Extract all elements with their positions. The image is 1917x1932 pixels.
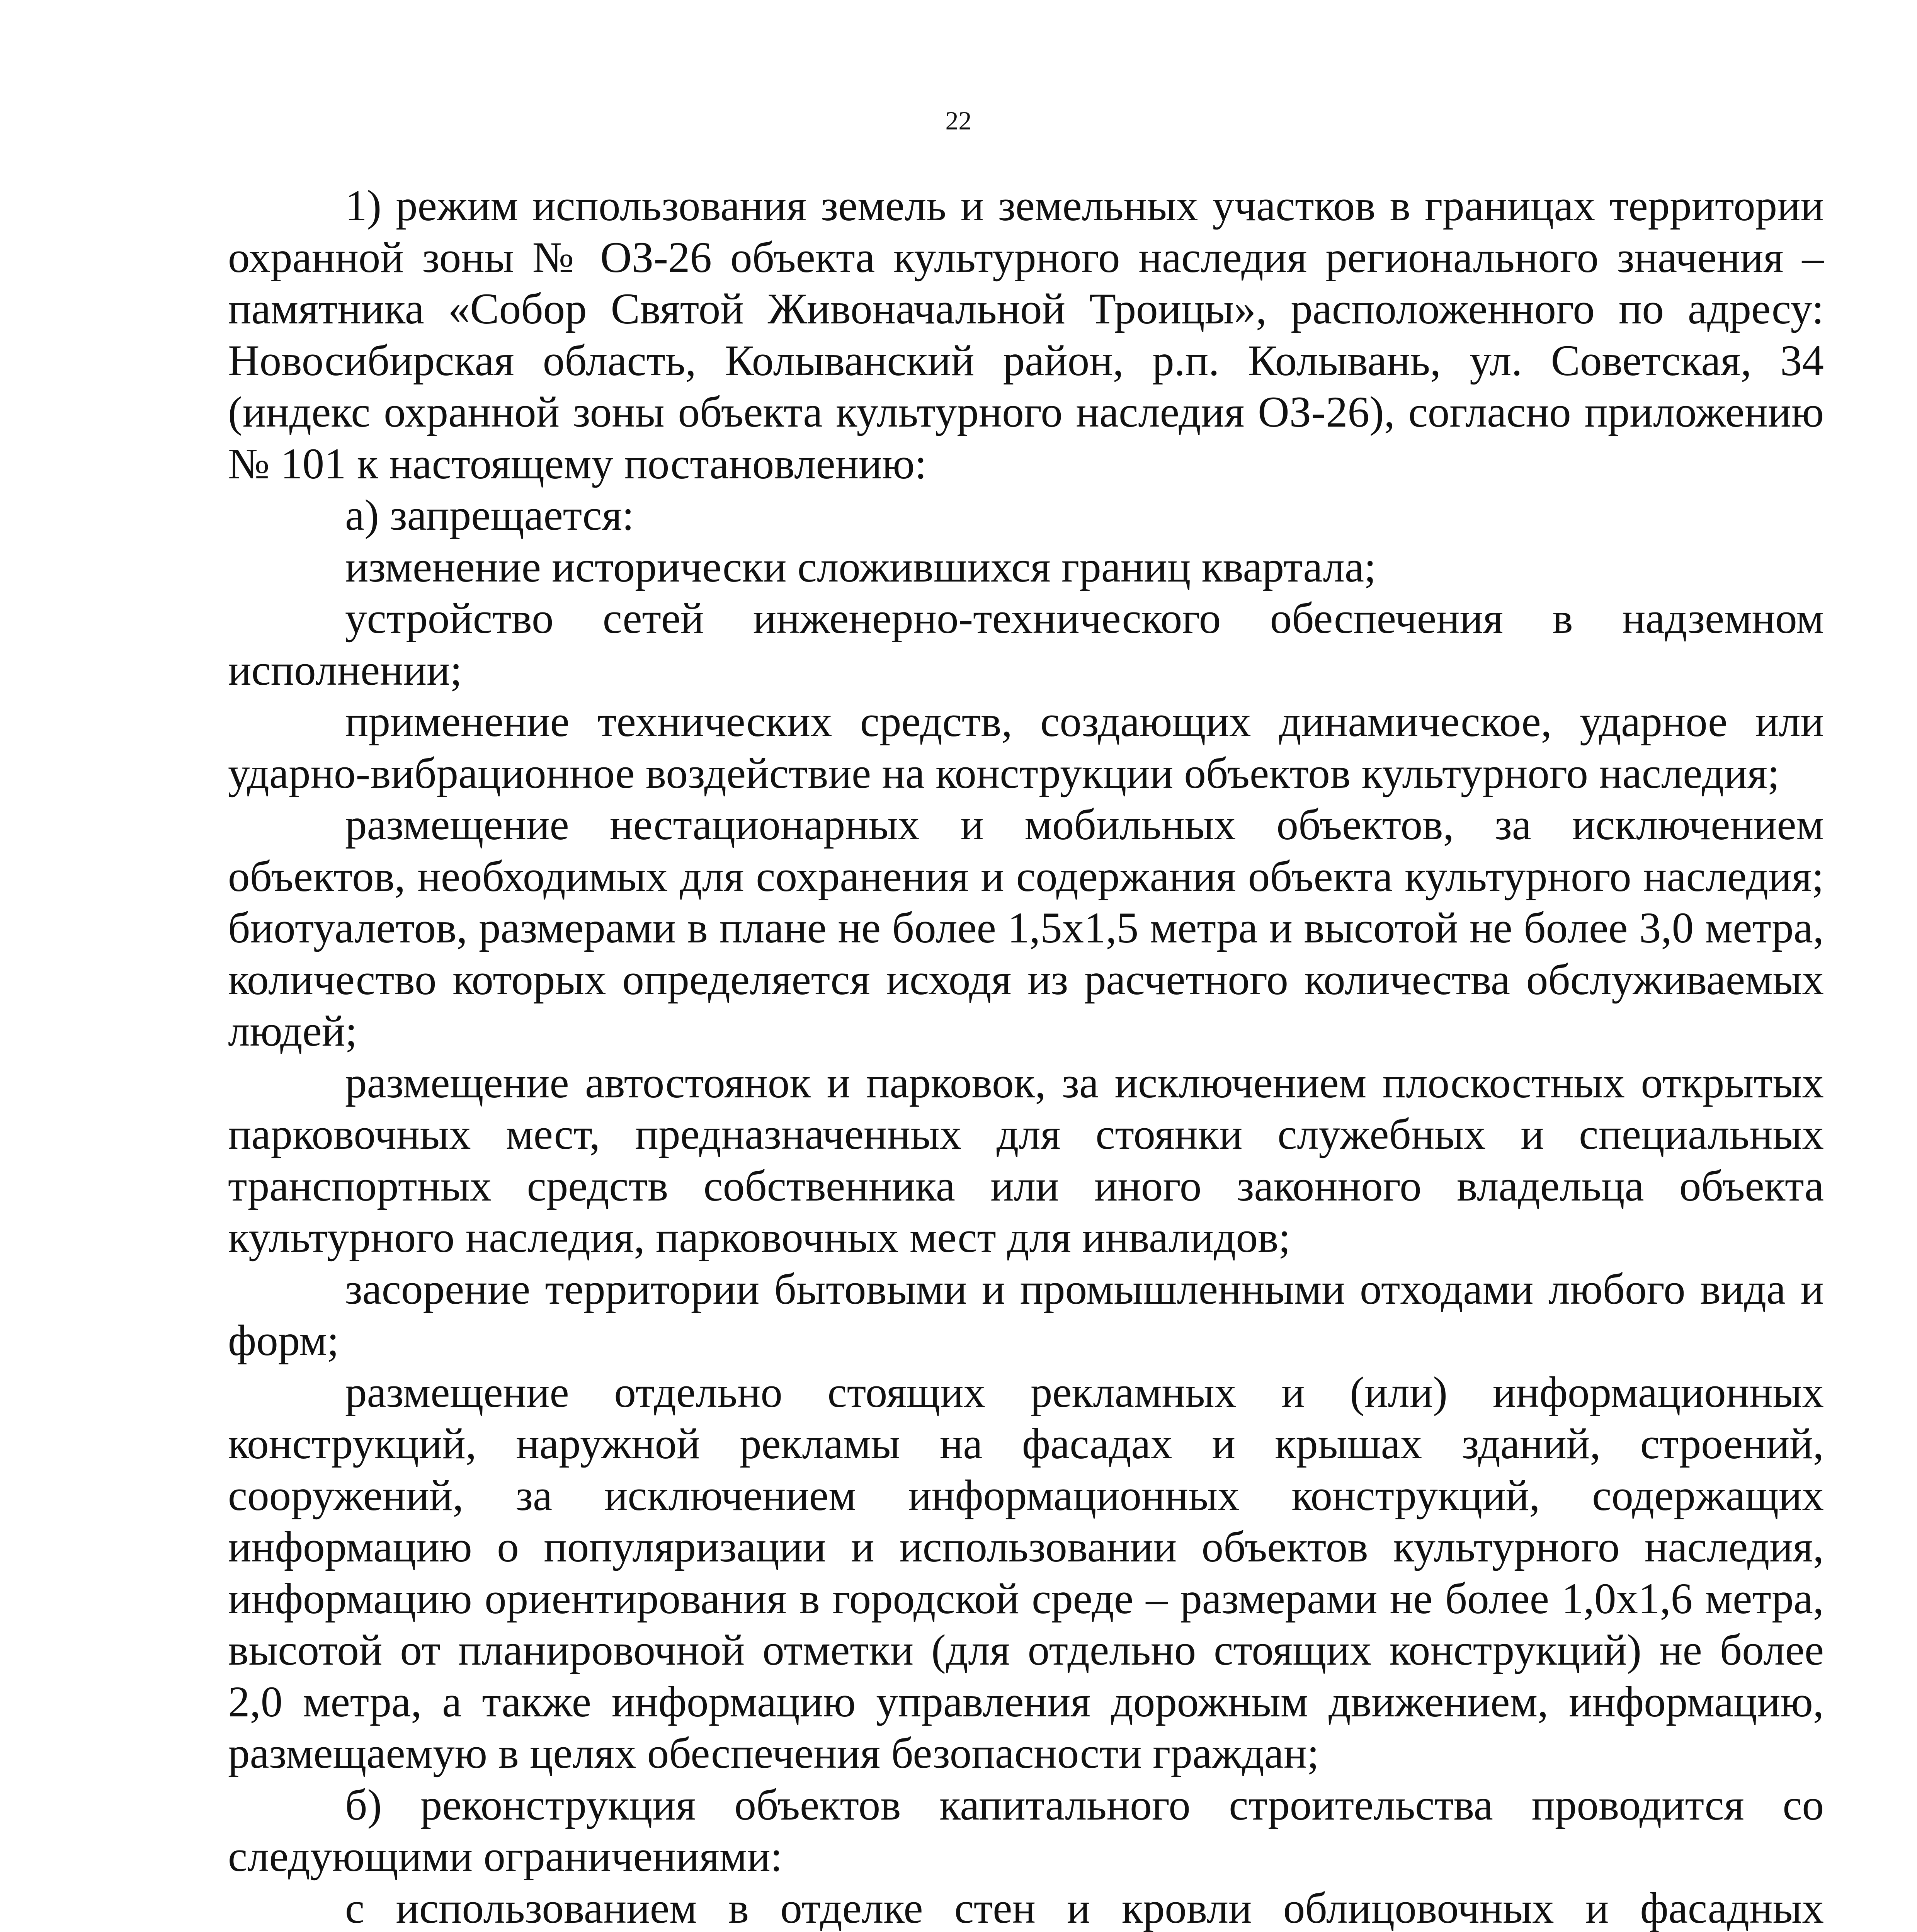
paragraph-above-ground-networks: устройство сетей инженерно-технического обеспечения в надземном исполнении; — [228, 594, 1824, 694]
paragraph-zone-regime: 1) режим использования земель и земельных участков в границах территории охранной зоны № ОЗ-26 объекта культурного наследия регионального значения – памятника «Собор Святой Живоначальной Троицы», расположенного по адресу: Новосибирская область, Колыванский район, р.п. Колывань, ул. Советская, 34 (индекс охранной зоны объекта культурного наследия ОЗ-26), согласно приложению № 101 к настоящему постановлению: — [228, 182, 1824, 488]
paragraph-facade-materials: с использованием в отделке стен и кровли облицовочных и фасадных — [345, 1884, 1824, 1932]
paragraph-advertising: размещение отдельно стоящих рекламных и (или) информационных конструкций, наружной рекламы на фасадах и крышах зданий, строений, сооружений, за исключением информационных конструкций, содержащих информацию о популяризации и использовании объектов культурного наследия, информацию ориентирования в городской среде – размерами не более 1,0х1,6 метра, высотой от планировочной отметки (для отдельно стоящих конструкций) не более 2,0 метра, а также информацию управления дорожным движением, информацию, размещаемую в целях обеспечения безопасности граждан; — [228, 1368, 1824, 1777]
paragraph-quarter-boundaries: изменение исторически сложившихся границ квартала; — [345, 543, 1376, 591]
paragraph-dynamic-impact: применение технических средств, создающих динамическое, ударное или ударно-вибрационное воздействие на конструкции объектов культурного наследия; — [228, 697, 1824, 798]
paragraph-reconstruction-heading: б) реконструкция объектов капитального строительства проводится со следующими ограничениями: — [228, 1781, 1824, 1881]
paragraph-mobile-objects: размещение нестационарных и мобильных объектов, за исключением объектов, необходимых для сохранения и содержания объекта культурного наследия; биотуалетов, размерами в плане не более 1,5х1,5 метра и высотой не более 3,0 метра, количество которых определяется исходя из расчетного количества обслуживаемых людей; — [228, 801, 1824, 1055]
paragraph-prohibited-heading: а) запрещается: — [345, 491, 634, 539]
paragraph-parking: размещение автостоянок и парковок, за исключением плоскостных открытых парковочных мест, предназначенных для стоянки служебных и специальных транспортных средств собственника или иного законного владельца объекта культурного наследия, парковочных мест для инвалидов; — [228, 1058, 1824, 1262]
document-body — [228, 180, 1824, 1932]
page-number: 22 — [945, 106, 972, 135]
paragraph-waste: засорение территории бытовыми и промышленными отходами любого вида и форм; — [228, 1265, 1824, 1365]
